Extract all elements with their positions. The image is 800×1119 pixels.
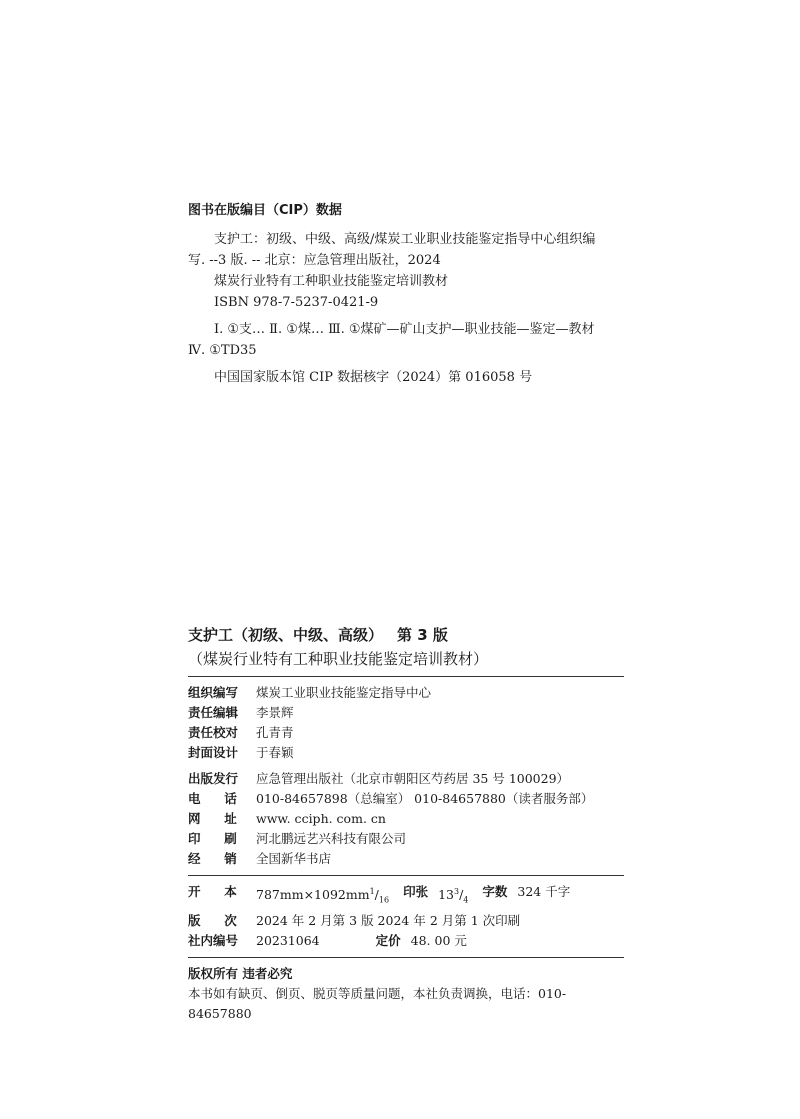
copyright-block: [188, 624, 624, 1024]
web-value: www. cciph. com. cn: [256, 811, 386, 826]
code-value: 20231064: [256, 932, 320, 948]
rights-label: 版权所有 违者必究: [188, 965, 293, 981]
distribution-row: [188, 849, 624, 869]
distribution-value: 全国新华书店: [256, 851, 332, 866]
cover-row: [188, 743, 624, 763]
book-edition: 第 3 版: [397, 626, 448, 644]
proofreader-value: 孔青青: [256, 725, 294, 740]
cover-label: 封面设计: [188, 745, 239, 760]
edition-row: [188, 911, 624, 931]
publisher-value: 应急管理出版社（北京市朝阳区芍药居 35 号 100029）: [256, 771, 570, 786]
compiler-label: 组织编写: [188, 685, 239, 700]
format-value: $787mm\times 1092mm^1/_{16}$: [256, 887, 390, 905]
rights-block: [188, 964, 624, 1024]
sheets-label: 印张: [403, 884, 429, 899]
print-value: 河北鹏远艺兴科技有限公司: [256, 831, 407, 846]
specs-table: [188, 882, 624, 951]
code-label: 社内编号: [188, 932, 239, 948]
divider: [188, 676, 624, 677]
cip-line: 支护工：初级、中级、高级/煤炭工业职业技能鉴定指导中心组织编写. --3 版. -- 北京：应急管理出版社，2024: [188, 232, 596, 268]
publisher-label: 出版发行: [188, 771, 239, 786]
editor-value: 李景辉: [256, 705, 294, 720]
print-label: 印刷: [188, 831, 261, 846]
sheets-value: $13^3/_4$: [438, 887, 469, 905]
cip-title: 图书在版编目（CIP）数据: [188, 203, 342, 218]
edition-value: 2024 年 2 月第 3 版 2024 年 2 月第 1 次印刷: [256, 912, 521, 928]
price-value: 48. 00 元: [410, 932, 467, 948]
print-row: [188, 829, 624, 849]
cip-line: ISBN 978-7-5237-0421-9: [214, 295, 379, 310]
web-row: [188, 809, 624, 829]
cip-block: [188, 200, 608, 388]
cover-value: 于春颖: [256, 745, 294, 760]
format-label: 开本: [188, 884, 261, 899]
cip-line: 中国国家版本馆 CIP 数据核字（2024）第 016058 号: [214, 370, 533, 385]
book-series: （煤炭行业特有工种职业技能鉴定培训教材）: [188, 650, 489, 668]
phone-row: [188, 789, 624, 809]
divider: [188, 875, 624, 876]
compiler-row: [188, 683, 624, 703]
web-label: 网址: [188, 811, 261, 826]
cip-line: 煤炭行业特有工种职业技能鉴定培训教材: [214, 274, 449, 289]
rights-notice: 本书如有缺页、倒页、脱页等质量问题，本社负责调换，电话：010-84657880: [188, 985, 567, 1021]
editor-label: 责任编辑: [188, 705, 239, 720]
cip-line: Ⅰ. ①支… Ⅱ. ①煤… Ⅲ. ①煤矿—矿山支护—职业技能—鉴定—教材 Ⅳ. ①TD35: [188, 322, 595, 358]
book-title-line: [188, 624, 624, 646]
editor-row: [188, 703, 624, 723]
edition-label: 版次: [188, 912, 261, 928]
phone-value: 010-84657898（总编室） 010-84657880（读者服务部）: [256, 791, 594, 806]
format-row: [188, 882, 624, 911]
compiler-value: 煤炭工业职业技能鉴定指导中心: [256, 685, 432, 700]
publisher-row: [188, 769, 624, 789]
phone-label: 电话: [188, 791, 261, 806]
price-label: 定价: [375, 932, 401, 948]
words-label: 字数: [482, 884, 508, 899]
proofreader-row: [188, 723, 624, 743]
proofreader-label: 责任校对: [188, 725, 239, 740]
divider: [188, 957, 624, 958]
book-title: 支护工（初级、中级、高级）: [188, 626, 384, 644]
credits-table: [188, 683, 624, 869]
distribution-label: 经销: [188, 851, 261, 866]
code-row: [188, 931, 624, 951]
words-value: 324 千字: [517, 884, 571, 899]
